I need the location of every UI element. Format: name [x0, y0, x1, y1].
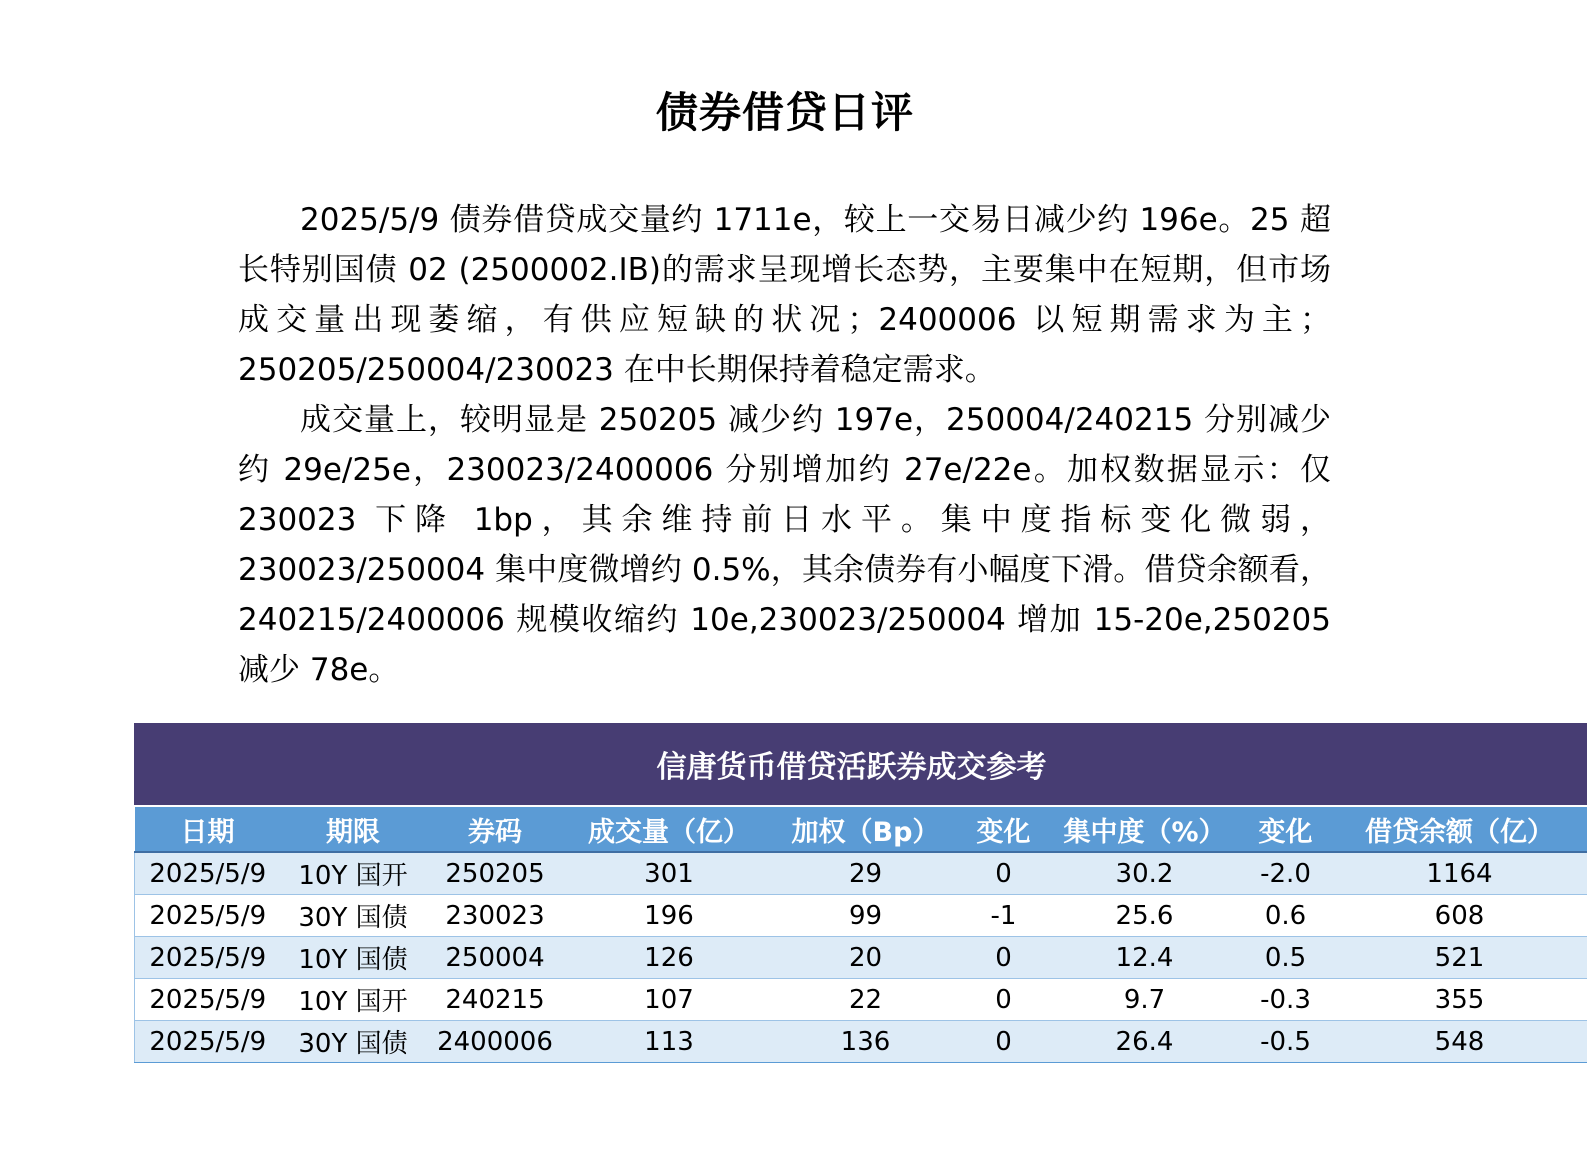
table-row	[135, 852, 1587, 895]
cell-concentration: 12.4	[1050, 937, 1240, 979]
table-title: 信唐货币借贷活跃券成交参考	[134, 723, 1587, 805]
cell-concentration-change: -2.0	[1240, 852, 1332, 895]
cell-concentration: 30.2	[1050, 852, 1240, 895]
paragraph-summary: 2025/5/9 债券借贷成交量约 1711e，较上一交易日减少约 196e。25 超长特别国债 02 (2500002.IB)的需求呈现增长态势，主要集中在短期，但市场成交量出现萎缩，有供应短缺的状况；2400006 以短期需求为主；250205/250004/230023 在中长期保持着稳定需求。	[238, 202, 1331, 388]
cell-concentration: 26.4	[1050, 1021, 1240, 1063]
header-volume: 成交量（亿）	[565, 806, 774, 852]
cell-concentration-change: 0.5	[1240, 937, 1332, 979]
cell-lending-balance: 521	[1332, 937, 1587, 979]
cell-date: 2025/5/9	[135, 895, 281, 937]
cell-bond-code: 250004	[426, 937, 565, 979]
commentary-body	[238, 195, 1331, 695]
cell-concentration: 9.7	[1050, 979, 1240, 1021]
cell-lending-balance: 355	[1332, 979, 1587, 1021]
cell-rate-change: 0	[958, 1021, 1050, 1063]
table-row	[135, 1021, 1587, 1063]
header-lending-balance: 借贷余额（亿）	[1332, 806, 1587, 852]
cell-date: 2025/5/9	[135, 979, 281, 1021]
cell-weighted-rate: 20	[774, 937, 958, 979]
cell-tenor: 10Y 国开	[281, 852, 426, 895]
cell-bond-code: 2400006	[426, 1021, 565, 1063]
cell-volume: 126	[565, 937, 774, 979]
cell-weighted-rate: 99	[774, 895, 958, 937]
cell-concentration-change: 0.6	[1240, 895, 1332, 937]
table-header-row	[135, 806, 1587, 852]
table-row	[135, 979, 1587, 1021]
cell-tenor: 30Y 国债	[281, 1021, 426, 1063]
cell-rate-change: 0	[958, 979, 1050, 1021]
cell-concentration: 25.6	[1050, 895, 1240, 937]
cell-lending-balance: 548	[1332, 1021, 1587, 1063]
header-rate-change: 变化	[958, 806, 1050, 852]
header-tenor: 期限	[281, 806, 426, 852]
cell-weighted-rate: 136	[774, 1021, 958, 1063]
header-date: 日期	[135, 806, 281, 852]
paragraph-details: 成交量上，较明显是 250205 减少约 197e，250004/240215 分别减少约 29e/25e，230023/2400006 分别增加约 27e/22e。加权数据显示：仅 230023 下降 1bp，其余维持前日水平。集中度指标变化微弱，230023/250004 集中度微增约 0.5%，其余债券有小幅度下滑。借贷余额看，240215/2400006 规模收缩约 10e,230023/250004 增加 15-20e,250205 减少 78e。	[238, 402, 1331, 688]
cell-concentration-change: -0.3	[1240, 979, 1332, 1021]
cell-tenor: 30Y 国债	[281, 895, 426, 937]
cell-weighted-rate: 29	[774, 852, 958, 895]
table-row	[135, 895, 1587, 937]
cell-lending-balance: 608	[1332, 895, 1587, 937]
table-row	[135, 937, 1587, 979]
bond-lending-table	[134, 805, 1587, 1063]
header-weighted-rate: 加权（Bp）	[774, 806, 958, 852]
document-title: 债券借贷日评	[655, 88, 914, 137]
active-bonds-table	[134, 723, 1587, 1063]
cell-rate-change: 0	[958, 937, 1050, 979]
cell-volume: 301	[565, 852, 774, 895]
cell-date: 2025/5/9	[135, 852, 281, 895]
cell-date: 2025/5/9	[135, 937, 281, 979]
cell-tenor: 10Y 国债	[281, 937, 426, 979]
cell-date: 2025/5/9	[135, 1021, 281, 1063]
header-bond-code: 券码	[426, 806, 565, 852]
cell-tenor: 10Y 国开	[281, 979, 426, 1021]
cell-lending-balance: 1164	[1332, 852, 1587, 895]
cell-bond-code: 230023	[426, 895, 565, 937]
cell-bond-code: 240215	[426, 979, 565, 1021]
header-concentration: 集中度（%）	[1050, 806, 1240, 852]
header-concentration-change: 变化	[1240, 806, 1332, 852]
cell-bond-code: 250205	[426, 852, 565, 895]
cell-rate-change: 0	[958, 852, 1050, 895]
cell-rate-change: -1	[958, 895, 1050, 937]
cell-volume: 196	[565, 895, 774, 937]
cell-volume: 107	[565, 979, 774, 1021]
cell-volume: 113	[565, 1021, 774, 1063]
cell-weighted-rate: 22	[774, 979, 958, 1021]
cell-concentration-change: -0.5	[1240, 1021, 1332, 1063]
